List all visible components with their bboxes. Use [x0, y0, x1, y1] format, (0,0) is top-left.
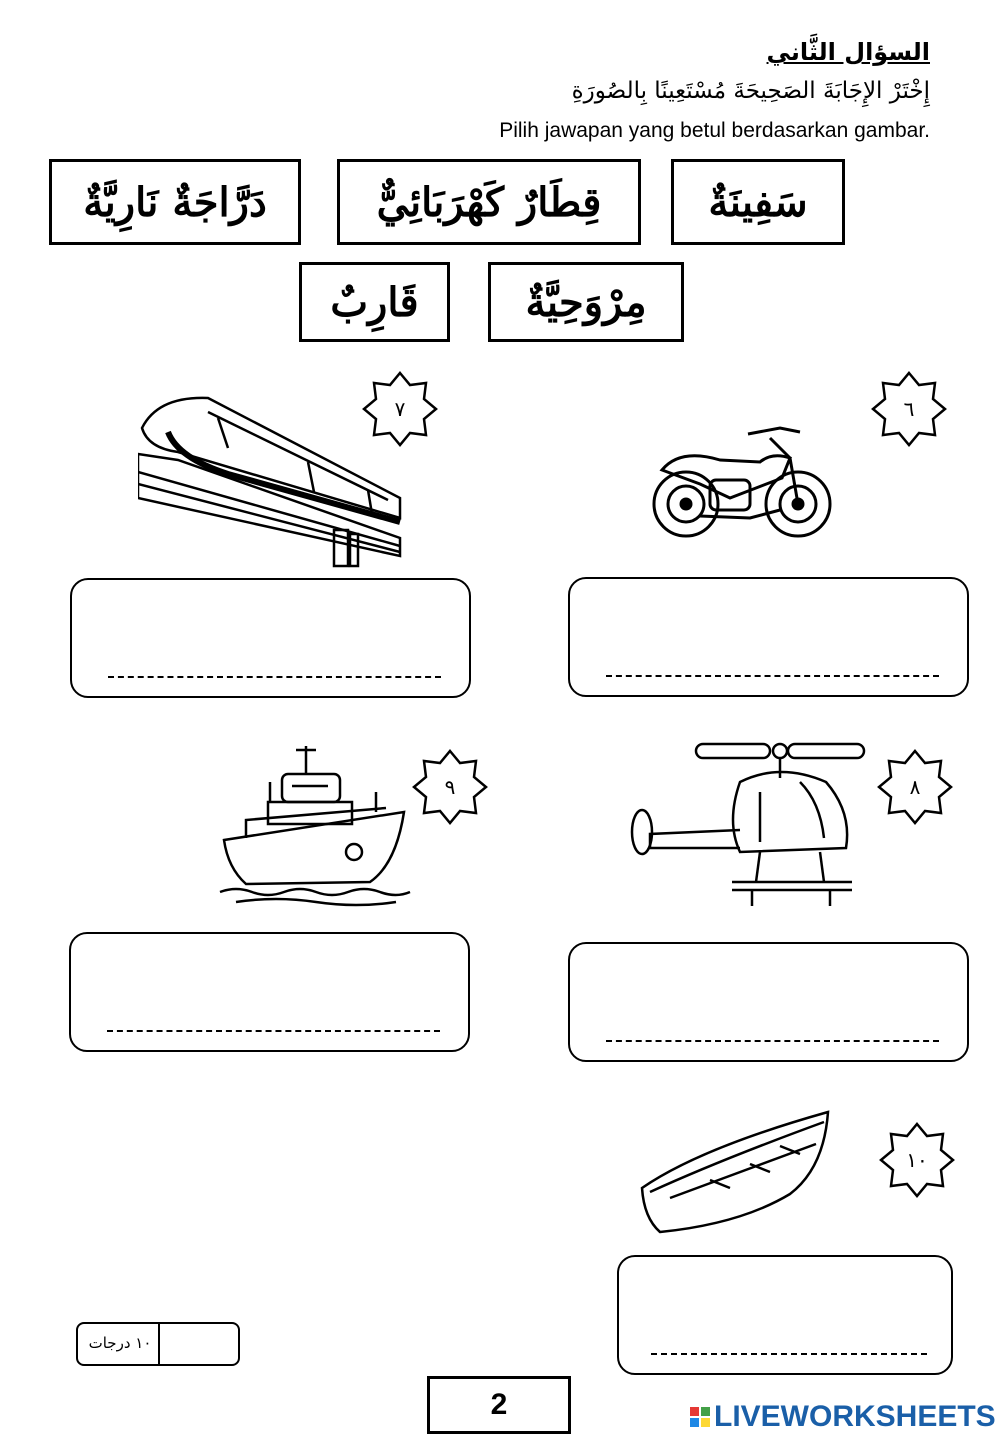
answer-line	[108, 676, 441, 678]
star-badge-icon	[410, 747, 490, 827]
question-number-badge-6	[869, 369, 949, 449]
instruction-malay: Pilih jawapan yang betul berdasarkan gambar.	[499, 119, 930, 142]
question-number: ٨	[909, 775, 921, 799]
instruction-arabic: إِخْتَرْ الإِجَابَةَ الصَحِيحَةَ مُسْتَعِينًا بِالصُورَةِ	[571, 78, 930, 104]
question-number-badge-8	[875, 747, 955, 827]
score-divider	[158, 1324, 160, 1364]
logo-grid-icon	[690, 1407, 710, 1427]
score-label: ١٠ درجات	[88, 1334, 152, 1352]
word-option-boat: قَارِبٌ	[299, 262, 450, 342]
rowboat-image	[640, 1108, 832, 1234]
page-number: 2	[427, 1376, 571, 1434]
question-number: ٦	[903, 397, 915, 421]
star-badge-icon	[875, 747, 955, 827]
answer-box-6[interactable]	[568, 577, 969, 697]
answer-box-9[interactable]	[69, 932, 470, 1052]
question-number: ٧	[394, 397, 406, 421]
question-number-badge-10	[877, 1120, 957, 1200]
question-title: السؤال الثَّاني	[766, 38, 930, 66]
question-number: ١٠	[906, 1148, 928, 1172]
answer-box-8[interactable]	[568, 942, 969, 1062]
score-box	[76, 1322, 240, 1366]
monorail-train-image	[138, 388, 404, 568]
word-option-motorcycle: دَرَّاجَةٌ نَارِيَّةٌ	[49, 159, 301, 245]
answer-box-7[interactable]	[70, 578, 471, 698]
star-badge-icon	[869, 369, 949, 449]
word-option-helicopter: مِرْوَحِيَّةٌ	[488, 262, 684, 342]
star-badge-icon	[877, 1120, 957, 1200]
ship-image	[216, 742, 412, 908]
helicopter-image	[620, 742, 866, 908]
answer-line	[651, 1353, 927, 1355]
question-number: ٩	[444, 775, 456, 799]
answer-line	[107, 1030, 440, 1032]
motorcycle-image	[640, 418, 840, 548]
word-option-ship: سَفِينَةٌ	[671, 159, 845, 245]
answer-box-10[interactable]	[617, 1255, 953, 1375]
brand-text: LIVEWORKSHEETS	[714, 1400, 996, 1433]
answer-line	[606, 675, 939, 677]
question-number-badge-9	[410, 747, 490, 827]
liveworksheets-logo	[690, 1400, 996, 1434]
word-option-electric-train: قِطَارٌ كَهْرَبَائِيٌّ	[337, 159, 641, 245]
answer-line	[606, 1040, 939, 1042]
